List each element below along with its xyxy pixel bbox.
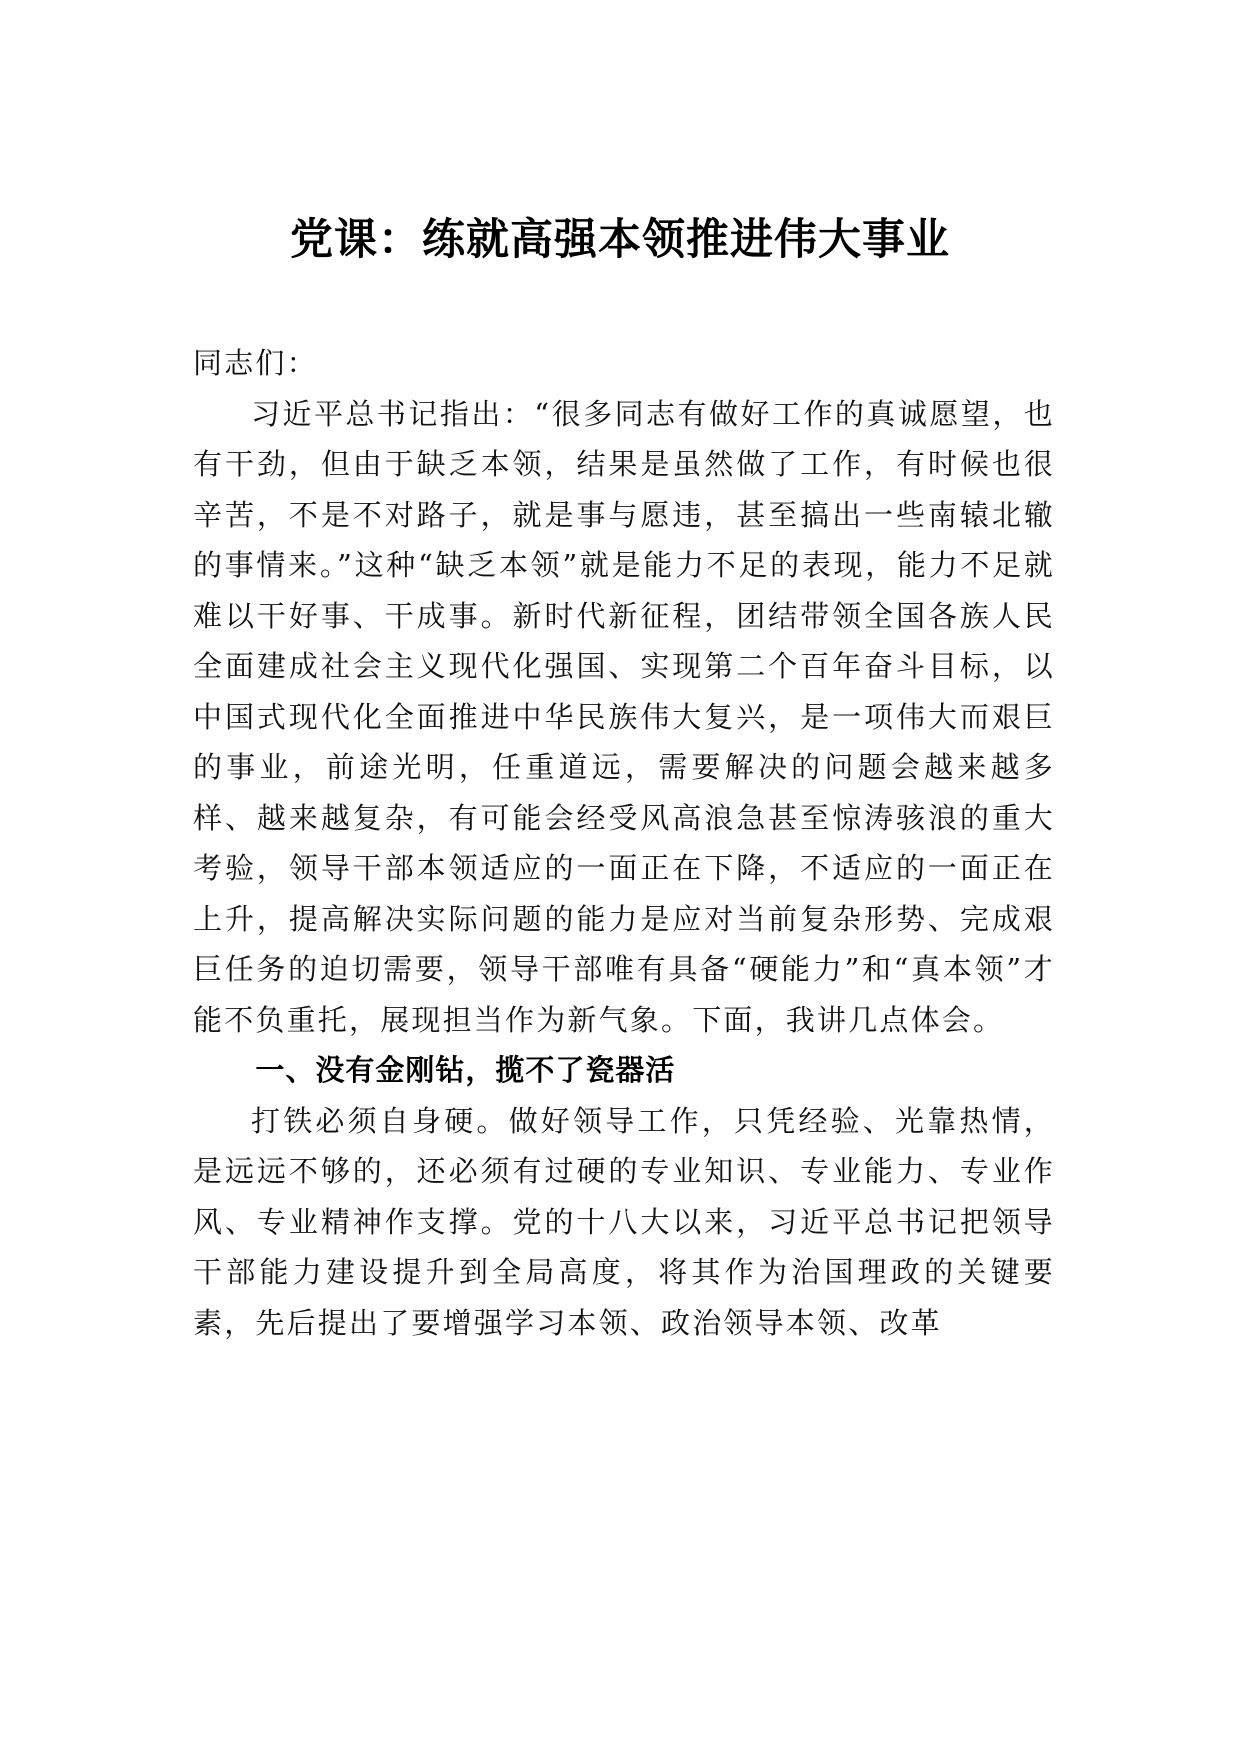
paragraph-section-1: 打铁必须自身硬。做好领导工作，只凭经验、光靠热情，是远远不够的，还必须有过硬的专业知识、专业能力、专业作风、专业精神作支撑。党的十八大以来，习近平总书记把领导干部能力建设提升到全局高度，将其作为治国理政的关键要素，先后提出了要增强学习本领、政治领导本领、改革 [193, 1103, 1055, 1340]
section-heading-1: 一、没有金刚钻，揽不了瓷器活 [255, 1053, 676, 1087]
document-title: 党课：练就高强本领推进伟大事业 [290, 215, 950, 265]
paragraph-intro: 习近平总书记指出：“很多同志有做好工作的真诚愿望，也有干劲，但由于缺乏本领，结果是虽然做了工作，有时候也很辛苦，不是不对路子，就是事与愿违，甚至搞出一些南辕北辙的事情来。”这种“缺乏本领”就是能力不足的表现，能力不足就难以干好事、干成事。新时代新征程，团结带领全国各族人民全面建成社会主义现代化强国、实现第二个百年奋斗目标，以中国式现代化全面推进中华民族伟大复兴，是一项伟大而艰巨的事业，前途光明，任重道远，需要解决的问题会越来越多样、越来越复杂，有可能会经受风高浪急甚至惊涛骇浪的重大考验，领导干部本领适应的一面正在下降，不适应的一面正在上升，提高解决实际问题的能力是应对当前复杂形势、完成艰巨任务的迫切需要，领导干部唯有具备“硬能力”和“真本领”才能不负重托，展现担当作为新气象。下面，我讲几点体会。 [193, 396, 1055, 1037]
document-body [193, 338, 1055, 1348]
salutation: 同志们： [193, 346, 318, 380]
